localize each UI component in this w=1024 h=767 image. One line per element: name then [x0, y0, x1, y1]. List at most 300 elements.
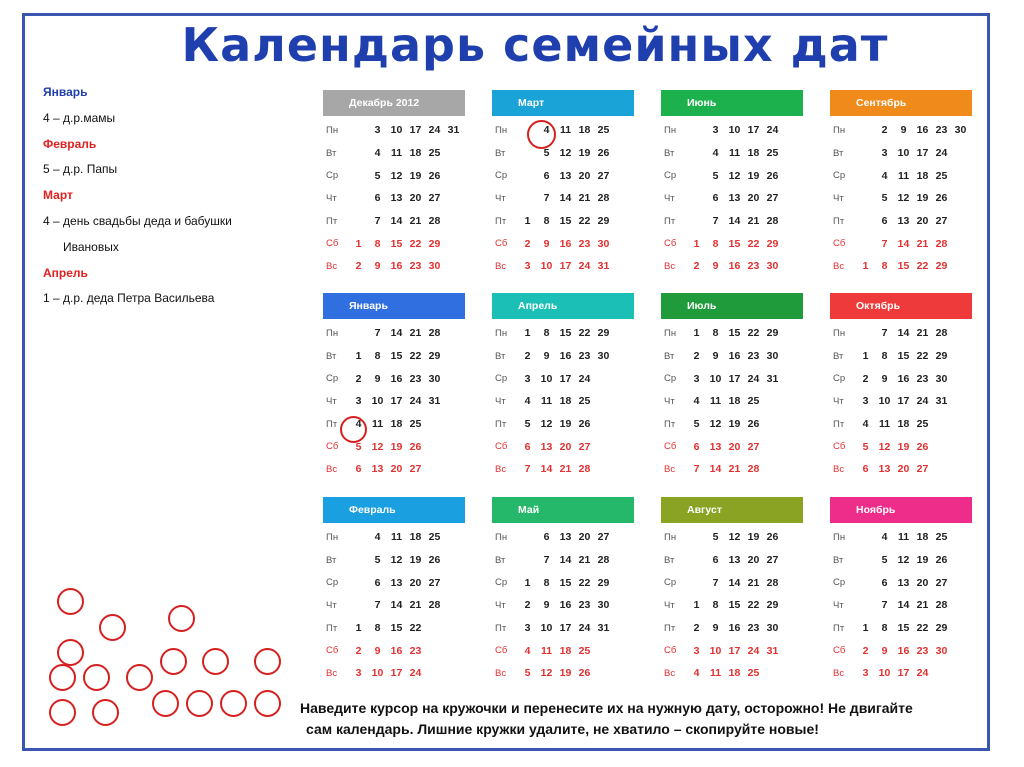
day-cell[interactable]: 16	[728, 260, 741, 273]
day-cell[interactable]: 3	[862, 395, 869, 408]
day-cell[interactable]: 1	[862, 350, 869, 363]
draggable-marker-circle[interactable]	[57, 639, 84, 666]
day-cell[interactable]: 25	[747, 667, 760, 680]
day-cell[interactable]: 16	[559, 350, 572, 363]
day-cell[interactable]: 24	[747, 644, 760, 657]
day-cell[interactable]: 2	[862, 372, 869, 385]
day-cell[interactable]: 27	[935, 576, 948, 589]
day-cell[interactable]: 11	[540, 395, 553, 408]
day-cell[interactable]: 12	[728, 169, 741, 182]
day-cell[interactable]: 17	[559, 622, 572, 635]
day-cell[interactable]: 1	[524, 576, 531, 589]
day-cell[interactable]: 9	[712, 350, 719, 363]
day-cell[interactable]: 17	[728, 644, 741, 657]
day-cell[interactable]: 23	[935, 124, 948, 137]
day-cell[interactable]: 6	[355, 463, 362, 476]
day-cell[interactable]: 13	[728, 554, 741, 567]
day-cell[interactable]: 22	[747, 237, 760, 250]
day-cell[interactable]: 26	[597, 147, 610, 160]
day-cell[interactable]: 10	[709, 372, 722, 385]
day-cell[interactable]: 27	[578, 440, 591, 453]
day-cell[interactable]: 31	[597, 260, 610, 273]
day-cell[interactable]: 18	[559, 395, 572, 408]
day-cell[interactable]: 2	[693, 622, 700, 635]
day-cell[interactable]: 27	[766, 192, 779, 205]
day-cell[interactable]: 3	[881, 147, 888, 160]
day-cell[interactable]: 2	[524, 237, 531, 250]
day-cell[interactable]: 18	[747, 147, 760, 160]
day-cell[interactable]: 6	[693, 440, 700, 453]
day-cell[interactable]: 19	[559, 418, 572, 431]
day-cell[interactable]: 19	[578, 147, 591, 160]
day-cell[interactable]: 3	[355, 667, 362, 680]
day-cell[interactable]: 10	[540, 372, 553, 385]
day-cell[interactable]: 4	[355, 418, 362, 431]
day-cell[interactable]: 10	[728, 124, 741, 137]
day-cell[interactable]: 12	[709, 418, 722, 431]
day-cell[interactable]: 5	[881, 554, 888, 567]
day-cell[interactable]: 23	[747, 350, 760, 363]
day-cell[interactable]: 4	[374, 531, 381, 544]
day-cell[interactable]: 7	[374, 327, 381, 340]
draggable-marker-circle[interactable]	[202, 648, 229, 675]
day-cell[interactable]: 16	[897, 644, 910, 657]
day-cell[interactable]: 20	[747, 192, 760, 205]
day-cell[interactable]: 15	[897, 350, 910, 363]
day-cell[interactable]: 22	[578, 576, 591, 589]
day-cell[interactable]: 16	[559, 237, 572, 250]
day-cell[interactable]: 9	[881, 644, 888, 657]
day-cell[interactable]: 25	[766, 147, 779, 160]
day-cell[interactable]: 9	[543, 599, 550, 612]
day-cell[interactable]: 3	[524, 260, 531, 273]
day-cell[interactable]: 10	[540, 260, 553, 273]
day-cell[interactable]: 2	[881, 124, 888, 137]
day-cell[interactable]: 24	[578, 622, 591, 635]
day-cell[interactable]: 24	[428, 124, 441, 137]
day-cell[interactable]: 16	[559, 599, 572, 612]
day-cell[interactable]: 8	[881, 350, 888, 363]
day-cell[interactable]: 29	[428, 237, 441, 250]
day-cell[interactable]: 8	[712, 599, 719, 612]
day-cell[interactable]: 18	[728, 667, 741, 680]
day-cell[interactable]: 23	[578, 237, 591, 250]
day-cell[interactable]: 7	[712, 215, 719, 228]
day-cell[interactable]: 7	[881, 237, 888, 250]
day-cell[interactable]: 14	[897, 599, 910, 612]
draggable-marker-circle[interactable]	[186, 690, 213, 717]
day-cell[interactable]: 25	[578, 644, 591, 657]
day-cell[interactable]: 17	[390, 395, 403, 408]
day-cell[interactable]: 18	[559, 644, 572, 657]
day-cell[interactable]: 16	[728, 622, 741, 635]
day-cell[interactable]: 21	[559, 463, 572, 476]
day-cell[interactable]: 3	[693, 372, 700, 385]
day-cell[interactable]: 30	[954, 124, 967, 137]
day-cell[interactable]: 11	[728, 147, 741, 160]
day-cell[interactable]: 13	[559, 531, 572, 544]
day-cell[interactable]: 27	[935, 215, 948, 228]
day-cell[interactable]: 19	[559, 667, 572, 680]
day-cell[interactable]: 10	[390, 124, 403, 137]
day-cell[interactable]: 20	[916, 576, 929, 589]
day-cell[interactable]: 18	[728, 395, 741, 408]
day-cell[interactable]: 15	[390, 622, 403, 635]
day-cell[interactable]: 6	[712, 192, 719, 205]
day-cell[interactable]: 24	[409, 667, 422, 680]
date-highlight-circle[interactable]	[340, 416, 367, 443]
day-cell[interactable]: 25	[428, 531, 441, 544]
day-cell[interactable]: 3	[524, 622, 531, 635]
day-cell[interactable]: 19	[409, 169, 422, 182]
day-cell[interactable]: 17	[747, 124, 760, 137]
day-cell[interactable]: 10	[897, 147, 910, 160]
day-cell[interactable]: 24	[747, 372, 760, 385]
date-highlight-circle[interactable]	[527, 120, 556, 149]
day-cell[interactable]: 27	[766, 554, 779, 567]
day-cell[interactable]: 25	[935, 531, 948, 544]
day-cell[interactable]: 3	[862, 667, 869, 680]
day-cell[interactable]: 25	[428, 147, 441, 160]
day-cell[interactable]: 7	[524, 463, 531, 476]
day-cell[interactable]: 21	[728, 463, 741, 476]
day-cell[interactable]: 13	[390, 192, 403, 205]
day-cell[interactable]: 28	[766, 576, 779, 589]
day-cell[interactable]: 5	[881, 192, 888, 205]
day-cell[interactable]: 22	[916, 622, 929, 635]
day-cell[interactable]: 29	[935, 622, 948, 635]
day-cell[interactable]: 28	[428, 327, 441, 340]
day-cell[interactable]: 28	[578, 463, 591, 476]
draggable-marker-circle[interactable]	[254, 648, 281, 675]
day-cell[interactable]: 1	[355, 237, 362, 250]
day-cell[interactable]: 9	[712, 622, 719, 635]
day-cell[interactable]: 17	[390, 667, 403, 680]
day-cell[interactable]: 24	[578, 372, 591, 385]
day-cell[interactable]: 22	[916, 260, 929, 273]
day-cell[interactable]: 12	[371, 440, 384, 453]
day-cell[interactable]: 9	[374, 260, 381, 273]
day-cell[interactable]: 1	[355, 350, 362, 363]
draggable-marker-circle[interactable]	[220, 690, 247, 717]
day-cell[interactable]: 23	[578, 599, 591, 612]
draggable-marker-circle[interactable]	[49, 664, 76, 691]
day-cell[interactable]: 9	[543, 350, 550, 363]
day-cell[interactable]: 10	[709, 644, 722, 657]
day-cell[interactable]: 30	[935, 644, 948, 657]
day-cell[interactable]: 16	[390, 372, 403, 385]
day-cell[interactable]: 11	[897, 169, 910, 182]
day-cell[interactable]: 12	[728, 531, 741, 544]
draggable-marker-circle[interactable]	[126, 664, 153, 691]
day-cell[interactable]: 22	[916, 350, 929, 363]
day-cell[interactable]: 8	[374, 237, 381, 250]
day-cell[interactable]: 11	[390, 147, 403, 160]
day-cell[interactable]: 10	[878, 667, 891, 680]
day-cell[interactable]: 19	[916, 554, 929, 567]
day-cell[interactable]: 9	[900, 124, 907, 137]
day-cell[interactable]: 22	[409, 350, 422, 363]
day-cell[interactable]: 5	[374, 554, 381, 567]
day-cell[interactable]: 17	[728, 372, 741, 385]
day-cell[interactable]: 19	[728, 418, 741, 431]
day-cell[interactable]: 27	[597, 531, 610, 544]
day-cell[interactable]: 26	[428, 169, 441, 182]
day-cell[interactable]: 2	[524, 350, 531, 363]
day-cell[interactable]: 13	[559, 169, 572, 182]
day-cell[interactable]: 5	[524, 418, 531, 431]
day-cell[interactable]: 10	[540, 622, 553, 635]
day-cell[interactable]: 21	[409, 215, 422, 228]
day-cell[interactable]: 7	[543, 554, 550, 567]
day-cell[interactable]: 5	[712, 169, 719, 182]
day-cell[interactable]: 31	[766, 644, 779, 657]
day-cell[interactable]: 28	[935, 237, 948, 250]
day-cell[interactable]: 20	[409, 192, 422, 205]
day-cell[interactable]: 3	[712, 124, 719, 137]
day-cell[interactable]: 1	[862, 260, 869, 273]
day-cell[interactable]: 12	[559, 147, 572, 160]
day-cell[interactable]: 10	[878, 395, 891, 408]
day-cell[interactable]: 25	[916, 418, 929, 431]
day-cell[interactable]: 15	[897, 260, 910, 273]
day-cell[interactable]: 16	[916, 124, 929, 137]
day-cell[interactable]: 21	[409, 327, 422, 340]
day-cell[interactable]: 12	[540, 667, 553, 680]
day-cell[interactable]: 4	[712, 147, 719, 160]
day-cell[interactable]: 17	[559, 260, 572, 273]
day-cell[interactable]: 31	[428, 395, 441, 408]
day-cell[interactable]: 12	[390, 554, 403, 567]
day-cell[interactable]: 3	[524, 372, 531, 385]
day-cell[interactable]: 27	[916, 463, 929, 476]
day-cell[interactable]: 16	[728, 350, 741, 363]
day-cell[interactable]: 18	[409, 531, 422, 544]
draggable-marker-circle[interactable]	[168, 605, 195, 632]
day-cell[interactable]: 19	[409, 554, 422, 567]
day-cell[interactable]: 18	[409, 147, 422, 160]
day-cell[interactable]: 17	[916, 147, 929, 160]
day-cell[interactable]: 30	[766, 260, 779, 273]
day-cell[interactable]: 20	[578, 531, 591, 544]
day-cell[interactable]: 20	[559, 440, 572, 453]
day-cell[interactable]: 30	[766, 622, 779, 635]
day-cell[interactable]: 12	[390, 169, 403, 182]
day-cell[interactable]: 27	[428, 192, 441, 205]
day-cell[interactable]: 15	[728, 237, 741, 250]
day-cell[interactable]: 5	[524, 667, 531, 680]
day-cell[interactable]: 1	[693, 237, 700, 250]
day-cell[interactable]: 29	[935, 260, 948, 273]
day-cell[interactable]: 17	[897, 395, 910, 408]
day-cell[interactable]: 15	[559, 576, 572, 589]
day-cell[interactable]: 15	[559, 215, 572, 228]
day-cell[interactable]: 8	[712, 327, 719, 340]
day-cell[interactable]: 23	[916, 372, 929, 385]
day-cell[interactable]: 29	[766, 327, 779, 340]
day-cell[interactable]: 22	[578, 327, 591, 340]
day-cell[interactable]: 31	[447, 124, 460, 137]
day-cell[interactable]: 4	[524, 395, 531, 408]
day-cell[interactable]: 21	[916, 327, 929, 340]
day-cell[interactable]: 28	[935, 599, 948, 612]
day-cell[interactable]: 21	[916, 237, 929, 250]
day-cell[interactable]: 16	[897, 372, 910, 385]
day-cell[interactable]: 10	[371, 667, 384, 680]
day-cell[interactable]: 2	[862, 644, 869, 657]
day-cell[interactable]: 20	[916, 215, 929, 228]
day-cell[interactable]: 18	[390, 418, 403, 431]
day-cell[interactable]: 4	[374, 147, 381, 160]
day-cell[interactable]: 30	[428, 260, 441, 273]
day-cell[interactable]: 23	[747, 622, 760, 635]
day-cell[interactable]: 27	[409, 463, 422, 476]
day-cell[interactable]: 6	[712, 554, 719, 567]
draggable-marker-circle[interactable]	[99, 614, 126, 641]
day-cell[interactable]: 18	[578, 124, 591, 137]
day-cell[interactable]: 26	[428, 554, 441, 567]
day-cell[interactable]: 30	[935, 372, 948, 385]
day-cell[interactable]: 1	[862, 622, 869, 635]
day-cell[interactable]: 12	[897, 554, 910, 567]
day-cell[interactable]: 8	[543, 576, 550, 589]
day-cell[interactable]: 30	[766, 350, 779, 363]
day-cell[interactable]: 7	[693, 463, 700, 476]
day-cell[interactable]: 28	[597, 192, 610, 205]
day-cell[interactable]: 21	[578, 192, 591, 205]
day-cell[interactable]: 12	[897, 192, 910, 205]
day-cell[interactable]: 4	[881, 169, 888, 182]
day-cell[interactable]: 25	[578, 395, 591, 408]
day-cell[interactable]: 6	[862, 463, 869, 476]
day-cell[interactable]: 7	[712, 576, 719, 589]
day-cell[interactable]: 24	[916, 395, 929, 408]
day-cell[interactable]: 20	[728, 440, 741, 453]
day-cell[interactable]: 26	[935, 554, 948, 567]
day-cell[interactable]: 28	[747, 463, 760, 476]
day-cell[interactable]: 16	[390, 260, 403, 273]
day-cell[interactable]: 20	[897, 463, 910, 476]
day-cell[interactable]: 5	[374, 169, 381, 182]
day-cell[interactable]: 25	[409, 418, 422, 431]
day-cell[interactable]: 9	[881, 372, 888, 385]
day-cell[interactable]: 27	[428, 576, 441, 589]
day-cell[interactable]: 2	[693, 350, 700, 363]
day-cell[interactable]: 21	[747, 215, 760, 228]
day-cell[interactable]: 1	[693, 327, 700, 340]
day-cell[interactable]: 3	[355, 395, 362, 408]
day-cell[interactable]: 4	[524, 644, 531, 657]
day-cell[interactable]: 18	[916, 531, 929, 544]
day-cell[interactable]: 15	[728, 599, 741, 612]
day-cell[interactable]: 29	[597, 215, 610, 228]
day-cell[interactable]: 20	[578, 169, 591, 182]
draggable-marker-circle[interactable]	[160, 648, 187, 675]
day-cell[interactable]: 29	[597, 327, 610, 340]
day-cell[interactable]: 21	[578, 554, 591, 567]
day-cell[interactable]: 31	[766, 372, 779, 385]
day-cell[interactable]: 13	[878, 463, 891, 476]
day-cell[interactable]: 11	[371, 418, 384, 431]
day-cell[interactable]: 3	[693, 644, 700, 657]
day-cell[interactable]: 31	[935, 395, 948, 408]
day-cell[interactable]: 8	[374, 622, 381, 635]
day-cell[interactable]: 6	[881, 215, 888, 228]
day-cell[interactable]: 6	[374, 576, 381, 589]
day-cell[interactable]: 26	[578, 418, 591, 431]
day-cell[interactable]: 4	[543, 124, 550, 137]
day-cell[interactable]: 19	[747, 169, 760, 182]
day-cell[interactable]: 20	[747, 554, 760, 567]
day-cell[interactable]: 14	[897, 327, 910, 340]
day-cell[interactable]: 1	[524, 327, 531, 340]
day-cell[interactable]: 12	[540, 418, 553, 431]
day-cell[interactable]: 17	[897, 667, 910, 680]
day-cell[interactable]: 28	[597, 554, 610, 567]
day-cell[interactable]: 9	[374, 372, 381, 385]
day-cell[interactable]: 17	[559, 372, 572, 385]
day-cell[interactable]: 19	[747, 531, 760, 544]
day-cell[interactable]: 23	[747, 260, 760, 273]
day-cell[interactable]: 7	[543, 192, 550, 205]
day-cell[interactable]: 30	[428, 372, 441, 385]
day-cell[interactable]: 19	[897, 440, 910, 453]
day-cell[interactable]: 28	[428, 215, 441, 228]
day-cell[interactable]: 24	[578, 260, 591, 273]
day-cell[interactable]: 14	[540, 463, 553, 476]
day-cell[interactable]: 4	[862, 418, 869, 431]
day-cell[interactable]: 18	[897, 418, 910, 431]
day-cell[interactable]: 11	[709, 395, 722, 408]
day-cell[interactable]: 6	[524, 440, 531, 453]
day-cell[interactable]: 6	[543, 169, 550, 182]
draggable-marker-circle[interactable]	[92, 699, 119, 726]
day-cell[interactable]: 26	[766, 531, 779, 544]
day-cell[interactable]: 7	[881, 327, 888, 340]
day-cell[interactable]: 25	[597, 124, 610, 137]
day-cell[interactable]: 26	[747, 418, 760, 431]
day-cell[interactable]: 2	[693, 260, 700, 273]
day-cell[interactable]: 2	[524, 599, 531, 612]
day-cell[interactable]: 7	[881, 599, 888, 612]
day-cell[interactable]: 25	[935, 169, 948, 182]
day-cell[interactable]: 19	[390, 440, 403, 453]
day-cell[interactable]: 26	[916, 440, 929, 453]
day-cell[interactable]: 29	[935, 350, 948, 363]
day-cell[interactable]: 10	[371, 395, 384, 408]
day-cell[interactable]: 21	[409, 599, 422, 612]
day-cell[interactable]: 14	[559, 192, 572, 205]
day-cell[interactable]: 11	[390, 531, 403, 544]
day-cell[interactable]: 29	[597, 576, 610, 589]
day-cell[interactable]: 5	[355, 440, 362, 453]
day-cell[interactable]: 13	[709, 440, 722, 453]
day-cell[interactable]: 30	[597, 599, 610, 612]
day-cell[interactable]: 27	[747, 440, 760, 453]
day-cell[interactable]: 16	[390, 644, 403, 657]
day-cell[interactable]: 1	[693, 599, 700, 612]
draggable-marker-circle[interactable]	[49, 699, 76, 726]
day-cell[interactable]: 8	[712, 237, 719, 250]
day-cell[interactable]: 19	[916, 192, 929, 205]
day-cell[interactable]: 14	[559, 554, 572, 567]
day-cell[interactable]: 22	[747, 599, 760, 612]
day-cell[interactable]: 15	[390, 237, 403, 250]
day-cell[interactable]: 17	[409, 124, 422, 137]
day-cell[interactable]: 15	[728, 327, 741, 340]
day-cell[interactable]: 24	[916, 667, 929, 680]
day-cell[interactable]: 22	[409, 237, 422, 250]
